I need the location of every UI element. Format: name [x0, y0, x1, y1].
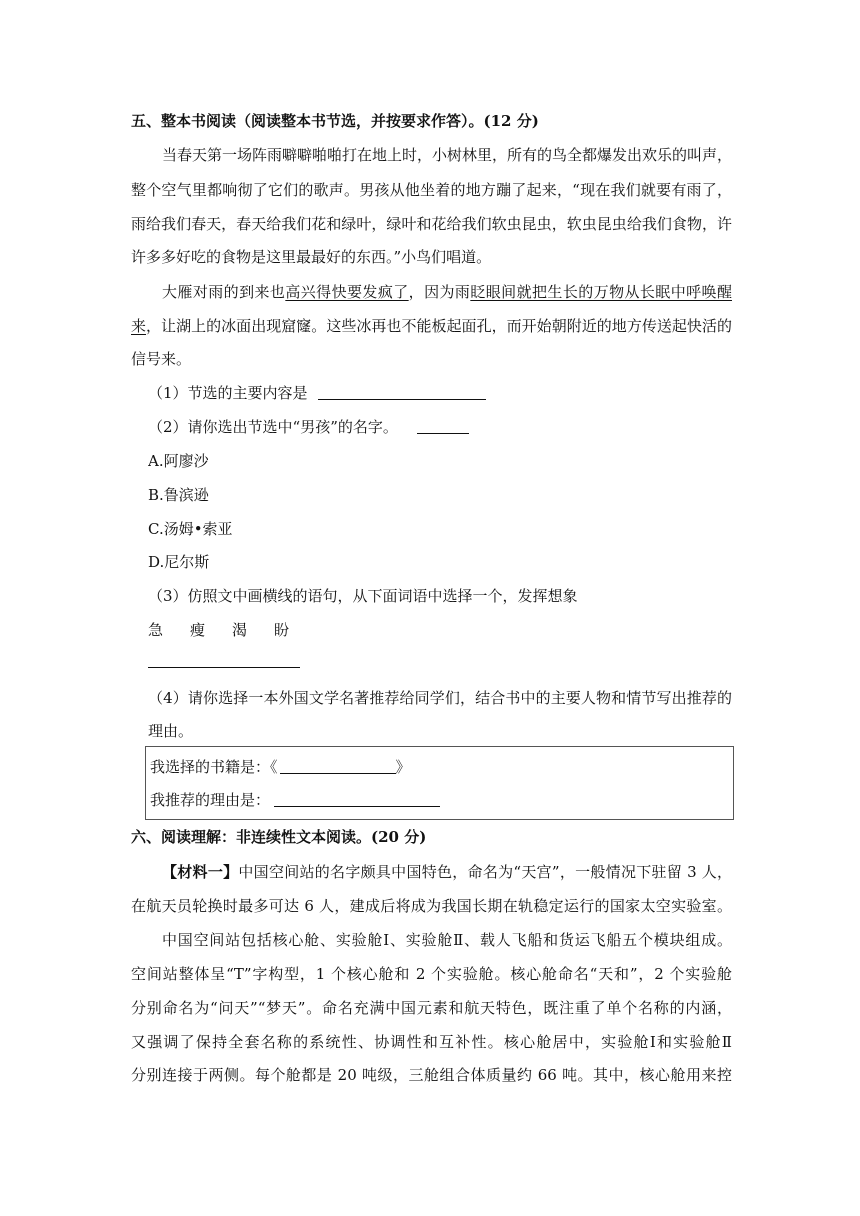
- material-line: [162, 861, 732, 883]
- section6-title: 六、阅读理解：非连续性文本阅读。(20 分): [131, 828, 427, 846]
- book-label: 我选择的书籍是：《: [150, 758, 278, 776]
- answer-blank[interactable]: [417, 418, 469, 434]
- underlined-phrase: 高兴得快要发疯了: [285, 283, 409, 301]
- book-title-blank[interactable]: [280, 758, 396, 774]
- question-text: （2）请你选出节选中“男孩”的名字。: [148, 418, 398, 436]
- reason-blank[interactable]: [274, 791, 440, 807]
- word: 盼: [274, 621, 290, 639]
- answer-blank[interactable]: [318, 384, 486, 400]
- book-choice-line: [150, 756, 736, 778]
- material-line: 中国空间站包括核心舱、实验舱Ⅰ、实验舱Ⅱ、载人飞船和货运飞船五个模块组成。: [162, 931, 732, 949]
- passage-text: ，因为雨: [408, 283, 471, 301]
- passage-line: [131, 315, 732, 337]
- question-4-cont: 理由。: [148, 722, 194, 740]
- option-b: B.鲁滨逊: [148, 486, 209, 504]
- question-3: （3）仿照文中画横线的语句，从下面词语中选择一个，发挥想象: [148, 587, 578, 605]
- passage-line: 整个空气里都响彻了它们的歌声。男孩从他坐着的地方蹦了起来，“现在我们就要有雨了，: [131, 181, 732, 199]
- question-1: [148, 382, 736, 404]
- reason-line: [150, 789, 736, 811]
- underlined-phrase: 来: [131, 317, 147, 335]
- passage-line: 雨给我们春天，春天给我们花和绿叶，绿叶和花给我们软虫昆虫，软虫昆虫给我们食物，许: [131, 215, 732, 233]
- material-line: 在航天员轮换时最多可达 6 人，建成后将成为我国长期在轨稳定运行的国家太空实验室。: [131, 897, 732, 915]
- option-c: C.汤姆•索亚: [148, 520, 233, 538]
- underlined-phrase: 眨眼间就把生长的万物从长眠中呼唤醒: [470, 283, 732, 301]
- material-label: 【材料一】: [162, 863, 239, 881]
- word: 渴: [232, 621, 248, 639]
- answer-blank[interactable]: [148, 652, 300, 668]
- passage-line: 当春天第一场阵雨噼噼啪啪打在地上时，小树林里，所有的鸟全都爆发出欢乐的叫声，: [162, 146, 732, 164]
- material-text: 中国空间站的名字颇具中国特色，命名为“天宫”，一般情况下驻留 3 人，: [238, 863, 732, 881]
- book-label-end: 》: [395, 758, 411, 776]
- passage-line: 许多多好吃的食物是这里最最好的东西。”小鸟们唱道。: [131, 248, 492, 266]
- section5-title: 五、整本书阅读（阅读整本书节选，并按要求作答）。(12 分): [131, 112, 539, 130]
- question-text: （1）节选的主要内容是: [148, 384, 308, 402]
- word-choices: [148, 619, 736, 641]
- question-2: [148, 416, 736, 438]
- word: 瘦: [190, 621, 206, 639]
- material-line: 空间站整体呈“T”字构型，1 个核心舱和 2 个实验舱。核心舱命名“天和”，2 个实验舱: [131, 965, 732, 983]
- material-line: 分别连接于两侧。每个舱都是 20 吨级，三舱组合体质量约 66 吨。其中，核心舱用来控: [131, 1066, 732, 1084]
- option-a: A.阿廖沙: [148, 452, 209, 470]
- passage-text: 大雁对雨的到来也: [162, 283, 286, 301]
- material-line: 又强调了保持全套名称的系统性、协调性和互补性。核心舱居中，实验舱Ⅰ和实验舱Ⅱ: [131, 1033, 732, 1051]
- material-line: 分别命名为“问天”“梦天”。命名充满中国元素和航天特色，既注重了单个名称的内涵，: [131, 999, 732, 1017]
- passage-line: 信号来。: [131, 350, 192, 368]
- word: 急: [148, 621, 164, 639]
- option-d: D.尼尔斯: [148, 553, 210, 571]
- question-4: （4）请你选择一本外国文学名著推荐给同学们，结合书中的主要人物和情节写出推荐的: [148, 689, 732, 707]
- passage-line-underlined: [162, 281, 732, 303]
- passage-text: ，让湖上的冰面出现窟窿。这些冰再也不能板起面孔，而开始朝附近的地方传送起快活的: [146, 317, 732, 335]
- reason-label: 我推荐的理由是：: [150, 791, 271, 809]
